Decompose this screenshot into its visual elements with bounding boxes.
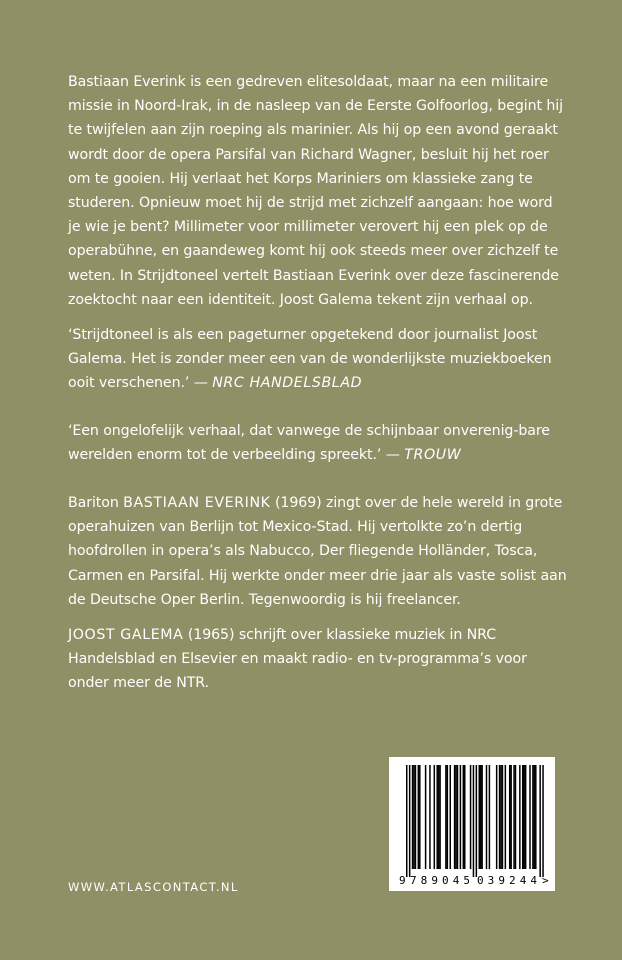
barcode-bar xyxy=(406,765,408,877)
author-bio-galema xyxy=(68,623,568,696)
barcode-bar xyxy=(486,765,488,869)
barcode-bar xyxy=(522,765,524,869)
blurb-intro xyxy=(68,70,568,312)
barcode-bar xyxy=(413,765,415,869)
barcode-bar xyxy=(479,765,481,869)
blurb-intro-text: Bastiaan Everink is een gedreven elitesoldaat, maar na een militaire missie in Noord-Irak, in de nasleep van de Eerste Golfoorlog, begint hij te twijfelen aan zijn roeping als marinier. Als hij op een avond geraakt wordt door de opera Parsifal van Richard Wagner, besluit hij het roer om te gooien. Hij verlaat het Korps Mariniers om klassieke zang te studeren. Opnieuw moet hij de strijd met zichzelf aangaan: hoe word je wie je bent? Millimeter voor millimeter verovert hij een plek op de operabühne, en gaandeweg komt hij ook steeds meer over zichzelf te weten. In Strijdtoneel vertelt Bastiaan Everink over deze fascinerende zoektocht naar een identiteit. Joost Galema tekent zijn verhaal op. xyxy=(68,74,563,308)
barcode-graphic xyxy=(389,757,555,891)
barcode-bar xyxy=(419,765,421,869)
author-bio-everink xyxy=(68,491,568,612)
barcode-left-digits: 789045 xyxy=(410,874,470,887)
barcode-bar xyxy=(502,765,504,869)
barcode-bar xyxy=(481,765,483,869)
barcode-first-digit: 9 xyxy=(399,874,406,887)
barcode-bar xyxy=(434,765,436,869)
barcode-bar xyxy=(412,765,414,869)
publisher-website: WWW.ATLASCONTACT.NL xyxy=(68,880,239,894)
barcode-bar xyxy=(429,765,431,869)
barcode-bar xyxy=(534,765,536,869)
barcode-bar xyxy=(476,765,478,877)
quote-text: ‘Strijdtoneel is als een pageturner opgetekend door journalist Joost Galema. Het is zonder meer een van de wonderlijkste muziekboeken ooit verschenen.’ xyxy=(68,327,552,392)
bio-text: (1969) zingt over de hele wereld in grote operahuizen van Berlijn tot Mexico-Stad. Hij vertolkte zo’n dertig hoofdrollen in opera’s als Nabucco, Der fliegende Holländer, Tosca, Carmen en Parsifal. Hij werkte onder meer drie jaar als vaste solist aan de Deutsche Oper Berlin. Tegenwoordig is hij freelancer. xyxy=(68,495,567,608)
barcode-bar xyxy=(539,765,541,877)
barcode-bar xyxy=(489,765,491,869)
barcode-bar xyxy=(496,765,498,869)
barcode-bar xyxy=(418,765,420,869)
author-name: JOOST GALEMA xyxy=(68,627,184,643)
quote-dash: — xyxy=(189,375,213,392)
bio-text: (1965) schrijft over klassieke muziek in NRC Handelsblad en Elsevier en maakt radio- en tv-programma’s voor onder meer de NTR. xyxy=(68,627,527,692)
barcode-bar xyxy=(460,765,462,869)
barcode-bar xyxy=(519,765,521,869)
review-quote-trouw xyxy=(68,419,568,467)
barcode-bar xyxy=(415,765,417,869)
barcode-bar xyxy=(535,765,537,869)
barcode-bar xyxy=(463,765,465,869)
barcode-bar xyxy=(464,765,466,869)
author-name: BASTIAAN EVERINK xyxy=(123,495,271,511)
barcode-bar xyxy=(439,765,441,869)
barcode-bar xyxy=(499,765,501,869)
barcode-bar xyxy=(447,765,449,869)
barcode-bar xyxy=(436,765,438,869)
barcode-bar xyxy=(529,765,531,869)
barcode-bar xyxy=(457,765,459,869)
quote-dash: — xyxy=(381,447,405,464)
barcode-bar xyxy=(510,765,512,869)
barcode-bar xyxy=(480,765,482,869)
barcode-bar xyxy=(542,765,544,877)
barcode-bar xyxy=(425,765,427,869)
barcode-bar xyxy=(454,765,456,869)
barcode-quiet-zone-marker: > xyxy=(542,874,549,887)
isbn-barcode xyxy=(389,757,555,891)
barcode-bars xyxy=(406,765,544,877)
barcode-bar xyxy=(470,765,472,869)
barcode-bar xyxy=(513,765,515,869)
barcode-bar xyxy=(438,765,440,869)
barcode-bar xyxy=(532,765,534,869)
barcode-bar xyxy=(450,765,452,869)
barcode-bar xyxy=(473,765,475,877)
barcode-bar xyxy=(409,765,411,877)
barcode-bar xyxy=(523,765,525,869)
quote-text: ‘Een ongelofelijk verhaal, dat vanwege de schijnbaar onverenig-bare werelden enorm tot de verbeelding spreekt.’ xyxy=(68,423,550,464)
barcode-bar xyxy=(455,765,457,869)
quote-source: TROUW xyxy=(404,447,462,464)
barcode-bar xyxy=(515,765,517,869)
quote-source: NRC HANDELSBLAD xyxy=(212,375,363,392)
barcode-right-digits: 039244 xyxy=(477,874,537,887)
bio-prefix: Bariton xyxy=(68,495,124,511)
barcode-bar xyxy=(509,765,511,869)
barcode-bar xyxy=(500,765,502,869)
barcode-bar xyxy=(505,765,507,869)
review-quote-nrc xyxy=(68,323,568,396)
barcode-bar xyxy=(445,765,447,869)
barcode-bar xyxy=(525,765,527,869)
